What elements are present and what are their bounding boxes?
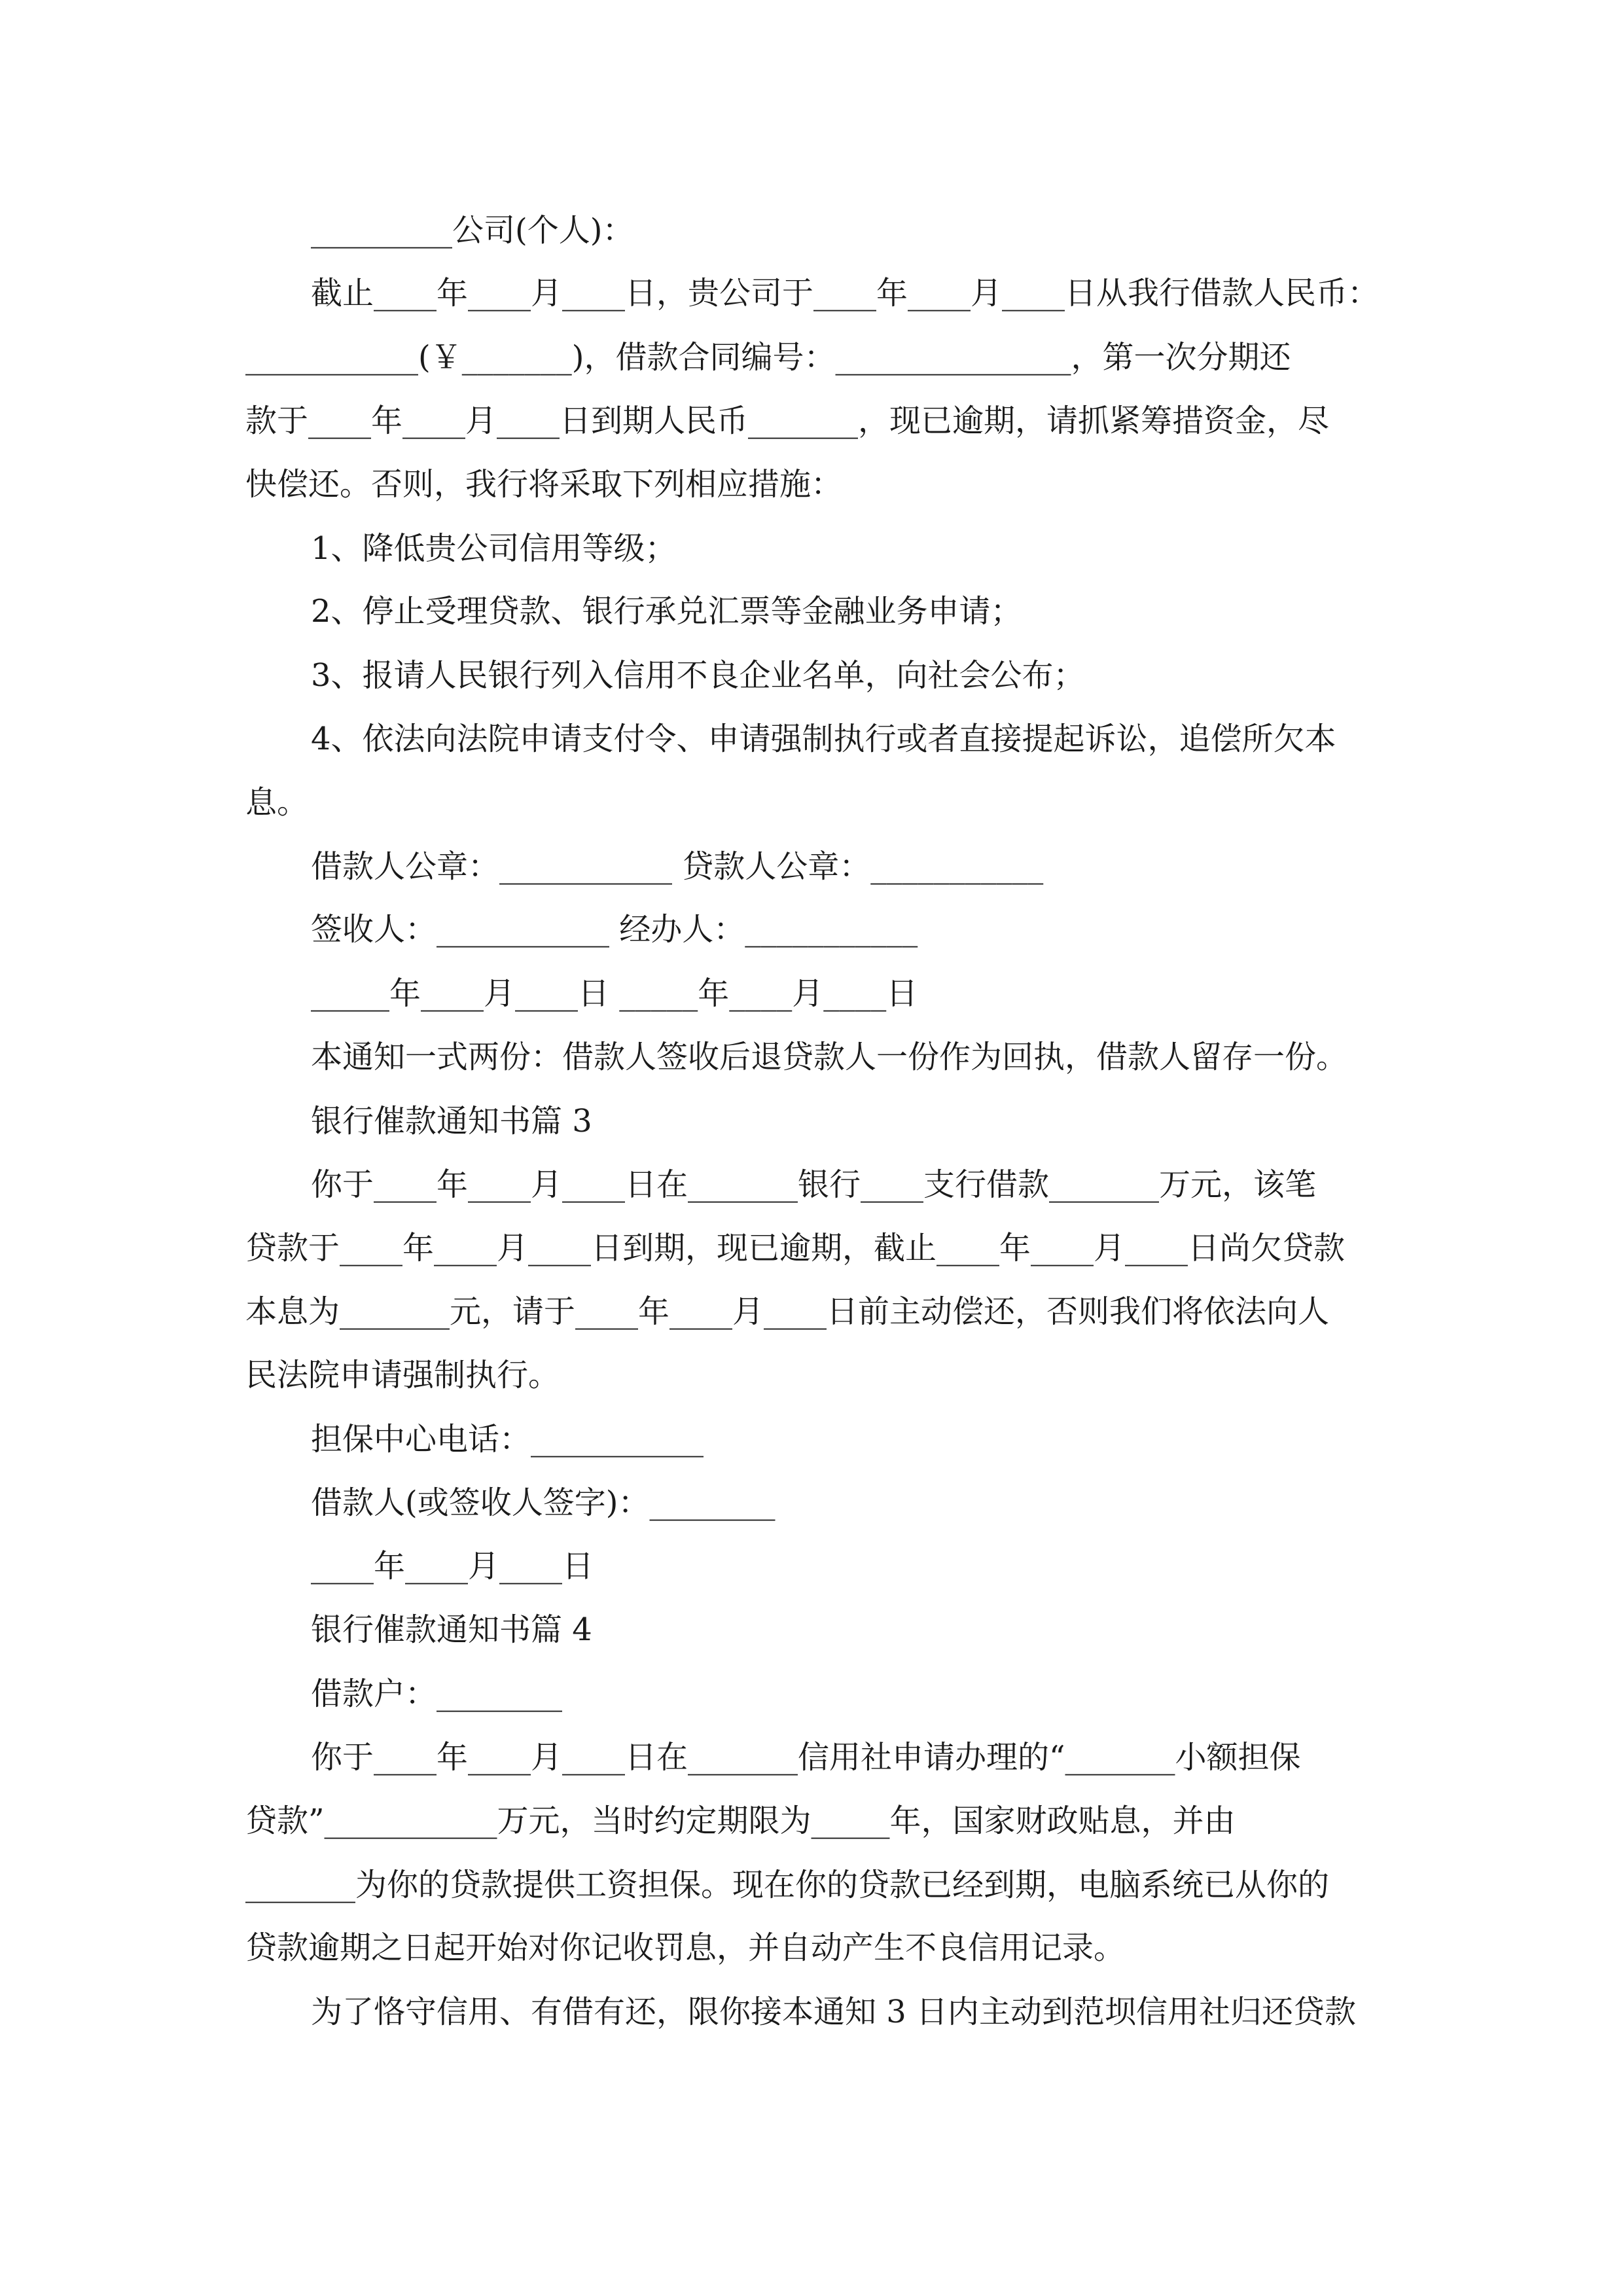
paragraph-line: 本息为_______元，请于____年____月____日前主动偿还，否则我们将依法向人	[245, 1293, 1330, 1330]
date-line: _____年____月____日 _____年____月____日	[311, 975, 918, 1012]
list-item: 1、降低贵公司信用等级；	[311, 530, 677, 567]
paragraph-line: 贷款逾期之日起开始对你记收罚息，并自动产生不良信用记录。	[245, 1929, 1126, 1966]
paragraph-line: 息。	[245, 784, 309, 821]
note-line: 本通知一式两份：借款人签收后退贷款人一份作为回执，借款人留存一份。	[311, 1039, 1348, 1075]
list-item: 3、报请人民银行列入信用不良企业名单，向社会公布；	[311, 657, 1085, 694]
paragraph-line: 为了恪守信用、有借有还，限你接本通知 3 日内主动到范坝信用社归还贷款	[311, 1994, 1357, 2030]
paragraph-line: ___________(￥_______)，借款合同编号：_______________，第一次分期还	[245, 339, 1291, 376]
section-heading: 银行催款通知书篇 3	[311, 1103, 592, 1139]
paragraph-line: 你于____年____月____日在_______信用社申请办理的“_______小额担保	[311, 1739, 1301, 1776]
seal-line: 借款人公章：___________ 贷款人公章：___________	[311, 848, 1044, 885]
borrower-line: 借款户：________	[311, 1676, 563, 1712]
paragraph-line: 贷款于____年____月____日到期，现已逾期，截止____年____月____日尚欠贷款	[245, 1230, 1346, 1266]
list-item: 2、停止受理贷款、银行承兑汇票等金融业务申请；	[311, 593, 1022, 630]
date-line: ____年____月____日	[311, 1548, 594, 1585]
paragraph-line: 贷款”___________万元，当时约定期限为_____年，国家财政贴息，并由	[245, 1803, 1236, 1839]
paragraph-line: 截止____年____月____日，贵公司于____年____月____日从我行借款人民币：	[311, 275, 1380, 312]
section-heading: 银行催款通知书篇 4	[311, 1611, 592, 1648]
signer-line: 签收人：___________ 经办人：___________	[311, 911, 918, 948]
paragraph-line: 款于____年____月____日到期人民币_______，现已逾期，请抓紧筹措资金，尽	[245, 403, 1330, 439]
signature-line: 借款人(或签收人签字)：________	[311, 1484, 776, 1521]
paragraph-line: _______为你的贷款提供工资担保。现在你的贷款已经到期，电脑系统已从你的	[245, 1867, 1330, 1903]
paragraph-line: 你于____年____月____日在_______银行____支行借款_______万元，该笔	[311, 1166, 1317, 1203]
list-item: 4、依法向法院申请支付令、申请强制执行或者直接提起诉讼，追偿所欠本	[311, 721, 1336, 757]
phone-line: 担保中心电话：___________	[311, 1421, 704, 1458]
addressee-line: _________公司(个人)：	[311, 212, 634, 249]
paragraph-line: 民法院申请强制执行。	[245, 1357, 560, 1393]
paragraph-line: 快偿还。否则，我行将采取下列相应措施：	[245, 466, 843, 503]
